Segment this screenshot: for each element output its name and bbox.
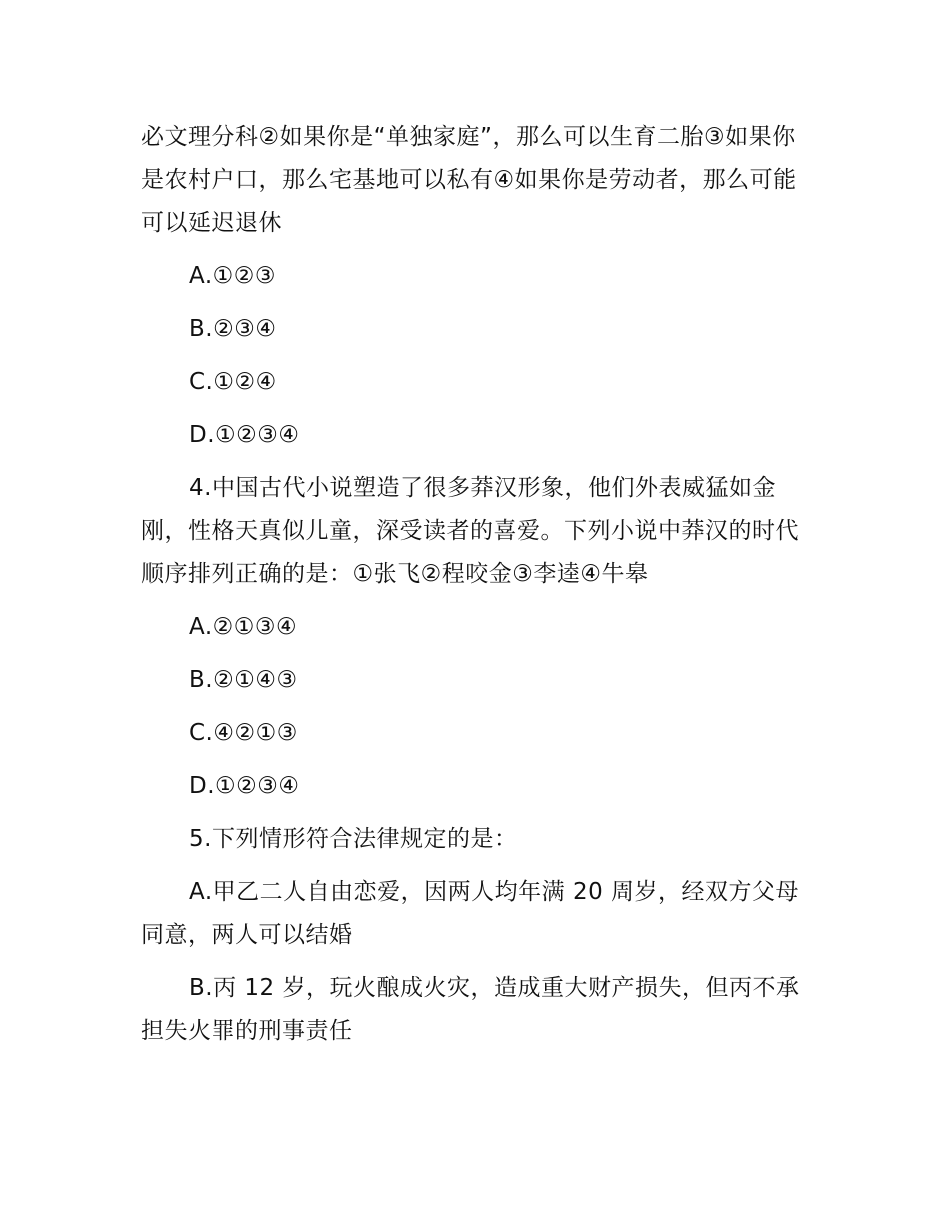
option-q5-b: B.丙 12 岁，玩火酿成火灾，造成重大财产损失，但丙不承担失火罪的刑事责任 <box>141 975 800 1044</box>
option-q3-c: C.①②④ <box>189 369 277 395</box>
option-q5-a: A.甲乙二人自由恋爱，因两人均年满 20 周岁，经双方父母同意，两人可以结婚 <box>141 879 800 948</box>
document-body <box>141 116 813 1063</box>
question-4: 4.中国古代小说塑造了很多莽汉形象，他们外表威猛如金刚，性格天真似儿童，深受读者的喜爱。下列小说中莽汉的时代顺序排列正确的是：①张飞②程咬金③李逵④牛皋 <box>141 475 799 587</box>
option-q4-c: C.④②①③ <box>189 720 298 746</box>
question-5: 5.下列情形符合法律规定的是： <box>189 826 518 852</box>
paragraph-q3-continuation: 必文理分科②如果你是“单独家庭”，那么可以生育二胎③如果你是农村户口，那么宅基地可以私有④如果你是劳动者，那么可能可以延迟退休 <box>141 124 797 236</box>
option-q3-a: A.①②③ <box>189 263 276 289</box>
option-q3-b: B.②③④ <box>189 316 277 342</box>
option-q4-b: B.②①④③ <box>189 667 298 693</box>
option-q4-a: A.②①③④ <box>189 614 298 640</box>
option-q3-d: D.①②③④ <box>189 422 300 448</box>
option-q4-d: D.①②③④ <box>189 773 300 799</box>
